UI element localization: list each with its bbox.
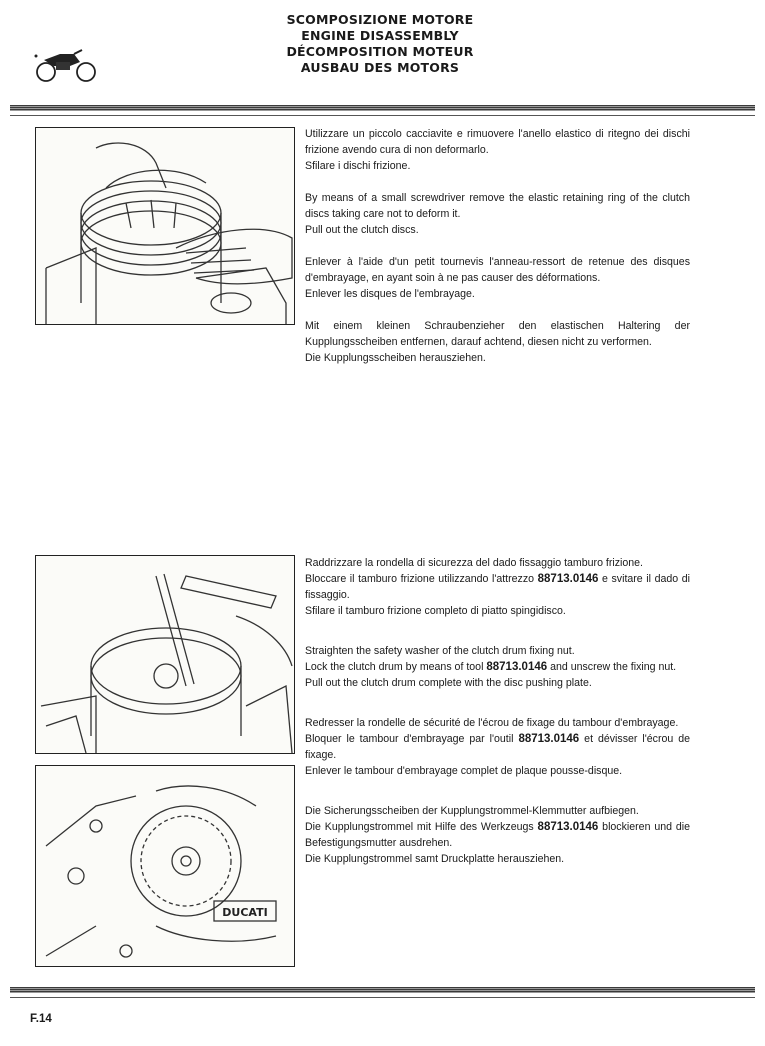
header-rule [10, 105, 755, 111]
figure-clutch-ring-removal [35, 127, 295, 325]
title-french: DÉCOMPOSITION MOTEUR [286, 44, 474, 59]
figure-clutch-drum-lock [35, 555, 295, 754]
tool-number: 88713.0146 [537, 821, 599, 833]
page-number: F.14 [30, 1013, 52, 1025]
tool-number: 88713.0146 [486, 661, 548, 673]
paragraph-italian: Utilizzare un piccolo cacciavite e rimuovere l'anello elastico di ritegno dei dischi frizione avendo cura di non deformarlo. Sfilare i dischi frizione. [305, 128, 690, 172]
paragraph-french-2: Redresser la rondelle de sécurité de l'écrou de fixage du tambour d'embrayage. Bloquer le tambour d'embrayage par l'outil 88713.0146 et dévisser l'écrou de fixage. Enlever le tambour d'embrayage complet de plaque pousse-disque. [305, 717, 690, 777]
paragraph-english: By means of a small screwdriver remove the elastic retaining ring of the clutch discs taking care not to deform it. Pull out the clutch discs. [305, 192, 690, 236]
tool-number: 88713.0146 [518, 733, 580, 745]
title-italian: SCOMPOSIZIONE MOTORE [286, 12, 474, 27]
paragraph-french: Enlever à l'aide d'un petit tournevis l'anneau-ressort de retenue des disques d'embrayage, en ayant soin à ne pas causer des déformations. Enlever les disques de l'embrayage. [305, 256, 690, 300]
header-rule-thin [10, 115, 755, 116]
motorcycle-logo-icon [30, 44, 100, 84]
title-german: AUSBAU DES MOTORS [300, 60, 460, 75]
page-title [230, 12, 530, 76]
tool-number: 88713.0146 [537, 573, 599, 585]
footer-rule-thin [10, 997, 755, 998]
instructions-section-1 [305, 126, 690, 382]
title-english: ENGINE DISASSEMBLY [301, 28, 459, 43]
ducati-logo-text: DUCATI [222, 906, 268, 919]
paragraph-italian-2: Raddrizzare la rondella di sicurezza del dado fissaggio tamburo frizione. Bloccare il tamburo frizione utilizzando l'attrezzo 88713.0146 e svitare il dado di fissaggio. Sfilare il tamburo frizione completo di piatto spingidisco. [305, 557, 691, 617]
paragraph-german: Mit einem kleinen Schraubenzieher den elastischen Haltering der Kupplungsscheiben entfernen, darauf achtend, diesen nicht zu verformen. Die Kupplungsscheiben herausziehen. [305, 320, 690, 364]
paragraph-english-2: Straighten the safety washer of the clutch drum fixing nut. Lock the clutch drum by means of tool 88713.0146 and unscrew the fixing nut. Pull out the clutch drum complete with the disc pushing plate. [305, 645, 677, 689]
footer-rule [10, 987, 755, 993]
figure-clutch-drum-removal [35, 765, 295, 967]
paragraph-german-2: Die Sicherungsscheiben der Kupplungstrommel-Klemmutter aufbiegen. Die Kupplungstrommel mit Hilfe des Werkzeugs 88713.0146 blockieren und die Befestigungsmutter ausdrehen. Die Kupplungstrommel samt Druckplatte herausziehen. [305, 805, 690, 865]
instructions-section-2 [305, 555, 690, 883]
